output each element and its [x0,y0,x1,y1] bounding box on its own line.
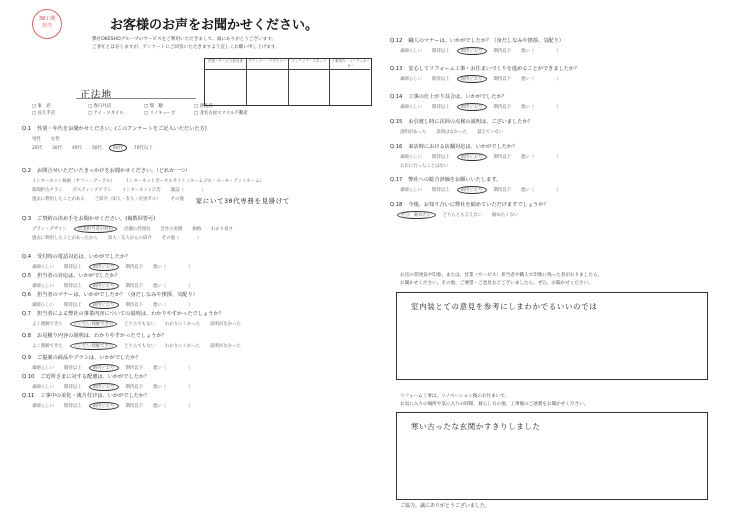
answer-option[interactable]: 素晴らしい [32,385,54,390]
answer-options [400,48,720,54]
question-block [390,94,720,110]
answer-option[interactable]: どちらとも言えない [442,213,483,218]
answer-option[interactable]: 素晴らしい [32,366,54,371]
answer-option-selected[interactable]: だいたい理解できた [70,342,118,350]
question-number: Q.18 [390,202,403,208]
question-label: お見積り内容の説明は、わかりやすかったでしょうか？ [37,333,167,339]
stamp-table [204,58,372,106]
comment1-box[interactable] [396,292,708,380]
answer-option[interactable]: 悪い（ ） [153,404,193,409]
store-item[interactable]: □ 東 店 [32,104,51,109]
answer-option[interactable]: 30代 [51,146,62,151]
answer-option-selected[interactable]: 期待どおり [89,263,119,271]
footer-thanks: ご協力、誠にありがとうございました。 [400,503,491,509]
question-text [22,292,372,299]
intro-line-2: ご多忙とは存じますが、アンケートにご回答いただきますよう宜しくお願い申し上げます。 [92,45,280,50]
answer-option[interactable]: 期待以上 [431,105,450,110]
answer-option[interactable]: 説明がなかった [210,322,241,327]
answer-option[interactable]: 素晴らしい [32,284,54,289]
answer-option[interactable]: 雑誌（ ） [170,188,207,193]
answer-option[interactable]: 期待以下 [493,77,512,82]
question-block [22,126,372,151]
question-text [22,273,372,280]
answer-option[interactable]: プラン・デザイン [32,227,67,232]
question-label: 性別・年代をお聞かせください。(このアンケートをご記入いただいた方) [37,126,207,132]
answer-options [32,384,372,390]
store-item[interactable]: □ 瑞 穂 [144,104,163,109]
question-number: Q.6 [22,292,32,298]
answer-option[interactable]: わかり易さ [211,227,234,232]
question-block [22,168,372,205]
answer-option[interactable]: インターネット広告 [121,188,161,193]
question-text [22,126,372,133]
answer-option[interactable]: 期待以下 [493,155,512,160]
stamp-col-4: 工事担当・コーディネーター [331,59,370,68]
store-item[interactable]: □ 長久手店 [32,111,56,116]
answer-option[interactable]: 70代以上 [133,146,153,151]
page-title: お客様のお声をお聞かせください。 [110,18,319,33]
answer-option[interactable]: 説明はなかった [436,130,468,135]
answer-option[interactable]: 悪い（ ） [521,49,561,54]
question-text [390,94,720,101]
answer-options [32,343,372,349]
question-block [22,374,372,390]
answer-options [32,235,372,241]
answer-option[interactable]: 期待以上 [63,366,82,371]
answer-option[interactable]: 店舗の雰囲気 [123,227,151,232]
answer-option[interactable]: 期待以上 [63,303,82,308]
store-list [32,104,332,117]
question-text [22,254,372,261]
question-text [22,168,372,175]
stamp-col-3: インテリア・スタッフ [289,59,331,105]
question-number: Q.5 [22,273,32,279]
answer-options [32,187,372,193]
question-label: お問合せいただいたきっかけをお聞かせください。（どれか一つ） [37,168,191,174]
answer-option[interactable]: 過去に利用したことがあったから [32,236,98,241]
answer-option[interactable]: 期待以下 [493,49,512,54]
answer-options [32,226,372,232]
answer-option[interactable]: 悪い（ ） [521,105,561,110]
question-label: 受付時の電話対応は、いかがでしたか？ [37,254,131,260]
answer-options [400,154,720,160]
store-item[interactable]: □ 春日井店 [88,104,112,109]
question-text [22,216,372,223]
question-number: Q.9 [22,355,32,361]
answer-options [32,283,372,289]
answer-option[interactable]: 悪い（ ） [153,265,193,270]
answer-option-selected[interactable]: 期待どおり [457,153,487,161]
answer-option[interactable]: 悪い（ ） [521,155,561,160]
question-label: 職人のマナーは、いかがでしたか？（身だしなみや挨拶、気配り） [408,38,564,44]
answer-options [400,129,720,135]
answer-options [400,187,720,193]
answer-option[interactable]: 素晴らしい [32,265,54,270]
question-block [22,311,372,327]
question-number: Q.2 [22,168,32,174]
question-number: Q.13 [390,66,403,72]
answer-option[interactable]: 価格 [192,227,202,232]
answer-option[interactable]: 期待以下 [493,105,512,110]
answer-option-selected[interactable]: 期待どおり [89,364,119,372]
answer-option[interactable]: 説明がなかった [210,344,241,349]
answer-option[interactable]: 勧めたくない [492,213,519,218]
question-block [22,292,372,308]
answer-option[interactable]: 素晴らしい [32,303,54,308]
answer-option[interactable]: インターネット検索（ヤフー・グーグル） [32,179,115,184]
answer-option[interactable]: 悪い（ ） [521,77,561,82]
question-text [390,119,720,126]
answer-option[interactable]: どちらでもない [124,322,155,327]
question-block [22,254,372,270]
answer-options [32,403,372,409]
question-text [22,333,372,340]
store-item[interactable]: □ アイ・スタイル [88,111,124,116]
question-block [390,38,720,54]
answer-option[interactable]: 悪い（ ） [153,284,193,289]
answer-option-selected[interactable]: 期待どおり [457,186,487,194]
answer-option[interactable]: 覚えていない [477,130,504,135]
customer-name: 正法地 [80,90,112,101]
answer-options [400,212,720,218]
question-text [390,144,720,151]
question-text [22,374,372,381]
answer-option[interactable]: 悪い（ ） [153,303,193,308]
answer-option[interactable]: どちらでもない [124,344,155,349]
store-item[interactable]: □ リノキューブ [144,111,176,116]
question-label: 弊社への総合評価をお願いいたします。 [408,177,502,183]
question-text [390,202,720,209]
answer-option[interactable]: 素晴らしい [400,105,422,110]
answer-option[interactable]: 期待以上 [431,155,450,160]
answer-option[interactable]: 会社の実績 [160,227,183,232]
answer-option-selected[interactable]: 営業担当者の対応 [74,225,117,233]
answer-option[interactable]: 40代 [71,146,82,151]
question-label: ご近所さまに対する配慮は、いかがでしたか？ [40,374,150,380]
answer-option-selected[interactable]: 期待どおり [89,383,119,391]
answer-option[interactable]: 期待以上 [63,284,82,289]
question-block [390,66,720,82]
answer-option-selected[interactable]: 期待どおり [89,282,119,290]
question-label: 安心してリフォーム工事・お住まいづくりを進めることができましたか？ [408,66,580,72]
question-label: 担当者のマナーは、いかがでしたか？（身だしなみや挨拶、気配り） [37,292,198,298]
comment1-prompt-1: お店の雰囲気や印象、または、営業（サービス）担当者や職人で印象に残った者がおりましたら、 [400,273,603,278]
question-number: Q.15 [390,119,403,125]
question-block [22,216,372,241]
answer-option-selected[interactable]: 期待どおり [457,103,487,111]
answer-option-selected[interactable]: 期待どおり [457,75,487,83]
answer-option[interactable]: 期待以下 [493,188,512,193]
comment1-answer: 室内装とての意見を参考にしまわかでるいいのでは [411,302,598,311]
answer-option[interactable]: 期待以下 [125,404,144,409]
question-number: Q.4 [22,254,32,260]
answer-option[interactable]: 素晴らしい [400,155,422,160]
question-text [22,393,372,400]
answer-options [400,76,720,82]
question-label: 来店時における店舗対応は、いかがでしたか？ [408,144,518,150]
answer-options [32,196,372,205]
question-text [390,38,720,45]
answer-option[interactable]: お店に行ったことはない [400,164,449,169]
question-block [22,333,372,349]
answer-option[interactable]: 期待以上 [431,49,450,54]
question-block [390,202,720,218]
answer-option-selected[interactable]: 期待どおり [457,47,487,55]
question-label: 今後、お知り合いに弊社を勧めていただけますでしょうか？ [408,202,549,208]
question-label: 工事の仕上がり具合は、いかがでしたか？ [408,94,507,100]
question-label: お引渡し時に次回の点検の説明は、ございましたか？ [408,119,533,125]
answer-option[interactable]: 素晴らしい [400,188,422,193]
answer-option[interactable]: 悪い（ ） [521,188,561,193]
answer-option[interactable]: 悪い（ ） [153,385,193,390]
answer-option[interactable]: 期待以下 [125,366,144,371]
answer-options [32,321,372,327]
question-number: Q.1 [22,126,32,132]
comment2-box[interactable] [396,412,708,500]
stamp-col-1: 営業・サービス担当者 [205,59,247,105]
handwritten-note: 家にいて30代専務を見掛けて [195,197,290,205]
answer-option[interactable]: ご紹介（知人・友人・長男ガス） [94,197,161,202]
question-label: 担当者による弊社の事業内容についての説明は、わかりやすかったでしょうか？ [37,311,224,317]
question-number: Q.10 [22,374,35,380]
comment2-prompt-1: リフォーム工事は、リノベーション後のお住まいで、 [400,394,510,399]
answer-option[interactable]: 期待以下 [125,265,144,270]
answer-option-selected[interactable]: 期待どおり [89,301,119,309]
answer-options [32,365,372,371]
answer-options [32,302,372,308]
question-text [390,177,720,184]
question-label: ご提案の商品やプランは、いかがでしたか？ [37,355,141,361]
answer-option[interactable]: 期待以下 [125,303,144,308]
answer-option[interactable]: よく理解できた [32,344,63,349]
answer-option[interactable]: 期待以上 [431,77,450,82]
comment2-answer: 寒い古ったな玄関かすきりしました [411,422,541,431]
question-block [390,177,720,193]
answer-options [32,264,372,270]
question-text [22,311,372,318]
answer-option[interactable]: 期待以下 [125,284,144,289]
stamp-col-2: プランナー・デザイナー [247,59,289,105]
question-label: ご契約の決め手をお聞かせください。(複数回答可) [37,216,156,222]
comment1-prompt-2: お聞かせください。その他、ご要望・ご意見などございましたら、ぜひ、お聞かせください。 [400,281,593,286]
answer-option-selected[interactable]: 期待どおり [89,402,119,410]
answer-option[interactable]: その他 [170,197,184,202]
answer-option[interactable]: 説明があった [400,130,427,135]
seal-stamp: 38工期 担当 [32,9,62,39]
answer-option[interactable]: 素晴らしい [400,77,422,82]
answer-option[interactable]: よく理解できた [32,322,63,327]
answer-option-selected[interactable]: だいたい理解できた [70,320,118,328]
question-text [22,355,372,362]
answer-options [32,136,372,142]
answer-option-selected[interactable]: ぜひ、勧めたい [397,211,436,219]
answer-option[interactable]: 素晴らしい [400,49,422,54]
answer-option-selected[interactable]: 60代 [109,144,127,152]
question-number: Q.12 [390,38,403,44]
answer-options [32,178,372,184]
answer-option[interactable]: インターネットポータルサイト（ホームプロ・スーモ・アットホーム） [124,179,265,184]
question-number: Q.11 [22,393,35,399]
answer-option[interactable]: わかりにくかった [164,344,201,349]
store-item[interactable]: □ 津島店 [194,104,213,109]
answer-option[interactable]: わかりにくかった [164,322,201,327]
answer-option[interactable]: 男性 [32,137,41,142]
answer-option[interactable]: 過去に利用したことがある [32,197,85,202]
question-label: 工事中の美化・後片付けは、いかがでしたか？ [40,393,150,399]
store-item[interactable]: □ 北名古屋スマイル不動産 [194,111,248,116]
question-number: Q.16 [390,144,403,150]
question-text [390,66,720,73]
question-number: Q.14 [390,94,403,100]
question-block [390,119,720,135]
question-number: Q.3 [22,216,32,222]
answer-option[interactable]: 期待以上 [63,265,82,270]
answer-option[interactable]: 新聞折込チラシ [32,188,63,193]
intro-line-1: 弊社OKESHOグループのサービスをご利用いただきまして、誠にありがとうございます。 [92,37,277,42]
answer-option[interactable]: 素晴らしい [32,404,54,409]
question-number: Q.8 [22,333,32,339]
answer-options [400,163,720,169]
answer-option[interactable]: 50代 [91,146,102,151]
question-label: 担当者の対応は、いかがでしたか？ [37,273,121,279]
question-number: Q.17 [390,177,403,183]
answer-option[interactable]: 悪い（ ） [153,366,193,371]
answer-option[interactable]: 期待以上 [63,404,82,409]
comment2-prompt-2: お気に入りの場所や気に入りの時間、暮らし方の他、工事後のご感想をお聞かせください。 [400,402,589,407]
answer-option[interactable]: ポスティングチラシ [72,188,112,193]
answer-option[interactable]: 期待以下 [125,385,144,390]
question-block [22,273,372,289]
question-block [390,144,720,169]
question-block [22,355,372,371]
answer-option[interactable]: 期待以上 [431,188,450,193]
answer-option[interactable]: 女性 [50,137,60,142]
question-block [22,393,372,409]
answer-options [32,145,372,151]
answer-option[interactable]: その他（ ） [161,236,202,241]
answer-option[interactable]: 知人・友人からの紹介 [107,236,152,241]
answer-option[interactable]: 期待以上 [63,385,82,390]
answer-option[interactable]: 20代 [32,146,42,151]
answer-options [400,104,720,110]
question-number: Q.7 [22,311,32,317]
